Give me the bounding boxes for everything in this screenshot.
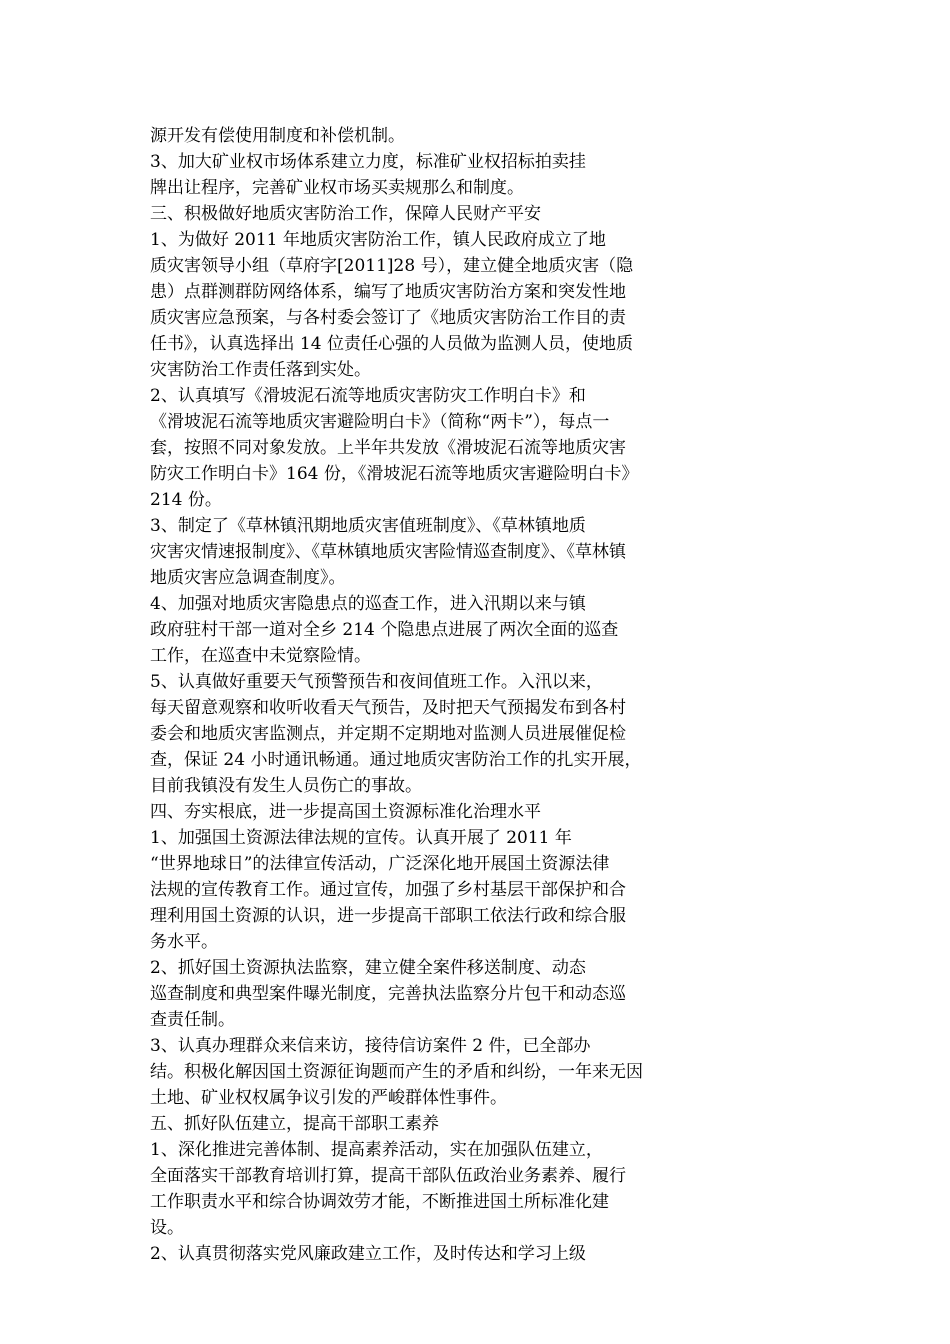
text-line: 委会和地质灾害监测点，并定期不定期地对监测人员进展催促检 xyxy=(150,724,626,744)
text-line: 工作，在巡查中未觉察险情。 xyxy=(150,646,371,666)
text-line: 查责任制。 xyxy=(150,1010,235,1030)
text-line: 1、为做好 2011 年地质灾害防治工作，镇人民政府成立了地 xyxy=(150,230,606,250)
text-line: 土地、矿业权权属争议引发的严峻群体性事件。 xyxy=(150,1088,507,1108)
text-line: 5、认真做好重要天气预警预告和夜间值班工作。入汛以来， xyxy=(150,672,603,692)
text-line: 4、加强对地质灾害隐患点的巡查工作，进入汛期以来与镇 xyxy=(150,594,586,614)
text-line: 每天留意观察和收听收看天气预告，及时把天气预揭发布到各村 xyxy=(150,698,626,718)
text-line: 1、深化推进完善体制、提高素养活动，实在加强队伍建立， xyxy=(150,1140,603,1160)
text-line: 牌出让程序，完善矿业权市场买卖规那么和制度。 xyxy=(150,178,524,198)
text-line: 3、认真办理群众来信来访，接待信访案件 2 件，已全部办 xyxy=(150,1036,591,1056)
text-line: 目前我镇没有发生人员伤亡的事故。 xyxy=(150,776,422,796)
text-line: 3、加大矿业权市场体系建立力度，标准矿业权招标拍卖挂 xyxy=(150,152,586,172)
text-line: 源开发有偿使用制度和补偿机制。 xyxy=(150,126,405,146)
text-line: 214 份。 xyxy=(150,490,222,510)
text-line: 套，按照不同对象发放。上半年共发放《滑坡泥石流等地质灾害 xyxy=(150,438,626,458)
text-line: 结。积极化解因国土资源征询题而产生的矛盾和纠纷，一年来无因 xyxy=(150,1062,643,1082)
text-line: 《滑坡泥石流等地质灾害避险明白卡》（简称“两卡”），每点一 xyxy=(150,412,610,432)
text-line: 任书》，认真选择出 14 位责任心强的人员做为监测人员，使地质 xyxy=(150,334,633,354)
text-line: “世界地球日”的法律宣传活动，广泛深化地开展国土资源法律 xyxy=(150,854,610,874)
text-line: 2、认真贯彻落实党风廉政建立工作，及时传达和学习上级 xyxy=(150,1244,586,1264)
text-line: 质灾害领导小组（草府字[2011]28 号），建立健全地质灾害（隐 xyxy=(150,256,634,276)
text-line: 工作职责水平和综合协调效劳才能，不断推进国土所标准化建 xyxy=(150,1192,609,1212)
section-heading: 三、积极做好地质灾害防治工作，保障人民财产平安 xyxy=(150,204,541,224)
text-line: 地质灾害应急调查制度》。 xyxy=(150,568,346,588)
text-line: 巡查制度和典型案件曝光制度，完善执法监察分片包干和动态巡 xyxy=(150,984,626,1004)
section-heading: 五、抓好队伍建立，提高干部职工素养 xyxy=(150,1114,439,1134)
section-heading: 四、夯实根底，进一步提高国土资源标准化治理水平 xyxy=(150,802,541,822)
text-line: 2、抓好国土资源执法监察，建立健全案件移送制度、动态 xyxy=(150,958,586,978)
text-line: 政府驻村干部一道对全乡 214 个隐患点进展了两次全面的巡查 xyxy=(150,620,619,640)
text-line: 质灾害应急预案，与各村委会签订了《地质灾害防治工作目的责 xyxy=(150,308,626,328)
text-line: 防灾工作明白卡》164 份，《滑坡泥石流等地质灾害避险明白卡》 xyxy=(150,464,639,484)
text-line: 灾害防治工作责任落到实处。 xyxy=(150,360,371,380)
document-body xyxy=(150,123,750,1267)
text-line: 3、制定了《草林镇汛期地质灾害值班制度》、《草林镇地质 xyxy=(150,516,586,536)
text-line: 法规的宣传教育工作。通过宣传，加强了乡村基层干部保护和合 xyxy=(150,880,626,900)
text-line: 全面落实干部教育培训打算，提高干部队伍政治业务素养、履行 xyxy=(150,1166,626,1186)
text-line: 理利用国土资源的认识，进一步提高干部职工依法行政和综合服 xyxy=(150,906,626,926)
text-line: 1、加强国土资源法律法规的宣传。认真开展了 2011 年 xyxy=(150,828,572,848)
text-line: 2、认真填写《滑坡泥石流等地质灾害防灾工作明白卡》和 xyxy=(150,386,586,406)
text-line: 查，保证 24 小时通讯畅通。通过地质灾害防治工作的扎实开展， xyxy=(150,750,642,770)
text-line: 务水平。 xyxy=(150,932,218,952)
text-line: 灾害灾情速报制度》、《草林镇地质灾害险情巡查制度》、《草林镇 xyxy=(150,542,626,562)
text-line: 设。 xyxy=(150,1218,184,1238)
text-line: 患）点群测群防网络体系，编写了地质灾害防治方案和突发性地 xyxy=(150,282,626,302)
